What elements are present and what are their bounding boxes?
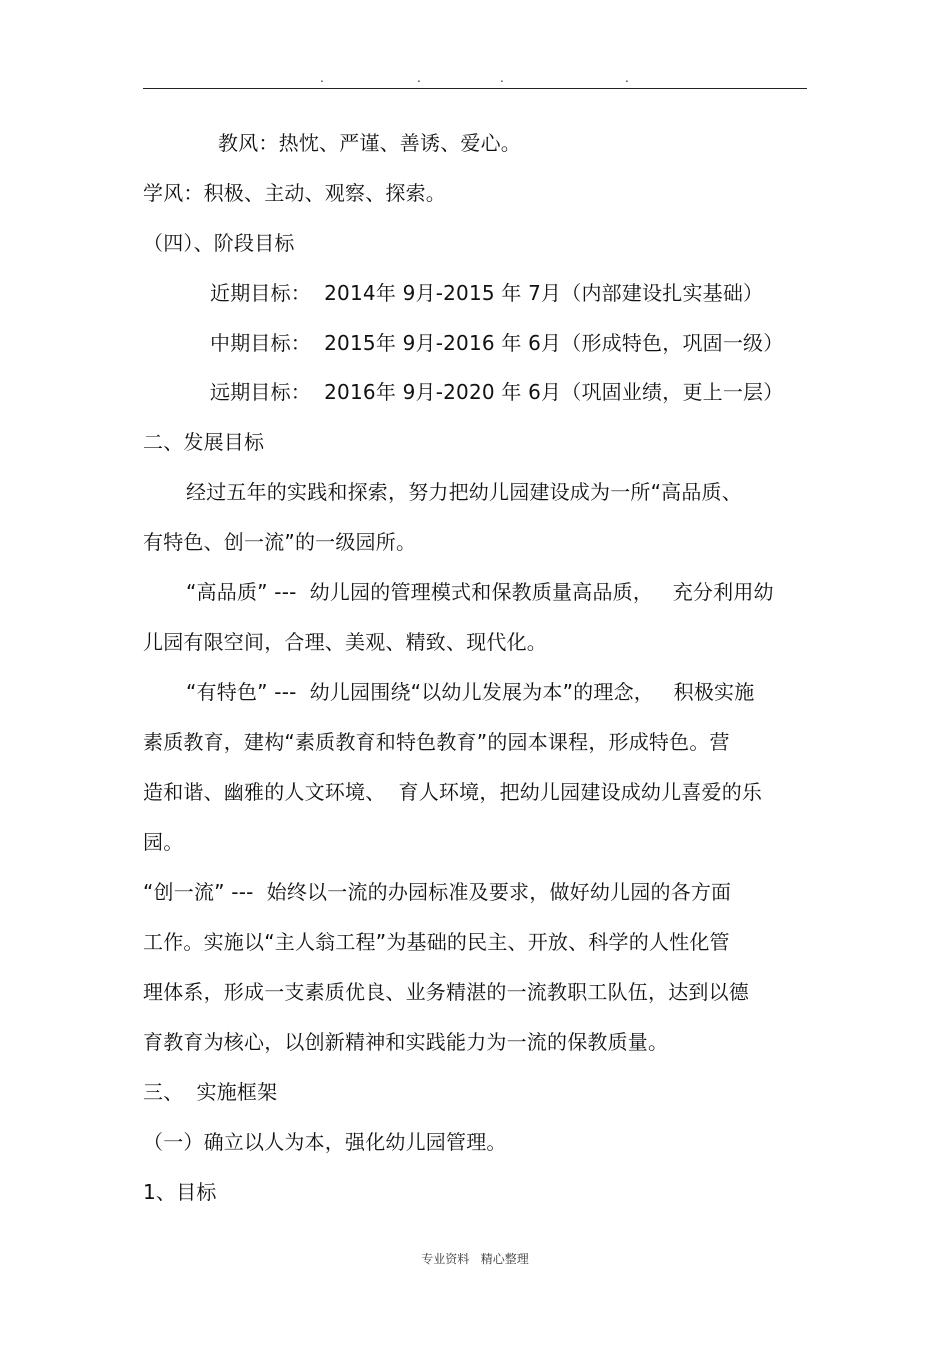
paragraph-line: 理体系，形成一支素质优良、业务精湛的一流教职工队伍，达到以德 <box>143 980 749 1004</box>
paragraph-line: “创一流” --- 始终以一流的办园标准及要求，做好幼儿园的各方面 <box>143 880 732 904</box>
mid-term-goal: 中期目标： 2015年 9月-2016 年 6月（形成特色，巩固一级） <box>210 331 784 355</box>
paragraph-line: 有特色、创一流”的一级园所。 <box>143 530 417 554</box>
long-term-goal: 远期目标： 2016年 9月-2020 年 6月（巩固业绩，更上一层） <box>210 380 784 404</box>
header-dot: . <box>320 71 324 85</box>
section-heading: 三、 实施框架 <box>143 1080 278 1104</box>
paragraph-line: “有特色” --- 幼儿园围绕“以幼儿发展为本”的理念， 积极实施 <box>186 680 755 704</box>
header-dot: . <box>500 71 504 85</box>
paragraph-line: 造和谐、幽雅的人文环境、 育人环境，把幼儿园建设成幼儿喜爱的乐 <box>143 780 763 804</box>
teaching-style-line: 教风：热忱、严谨、善诱、爱心。 <box>218 131 521 155</box>
section-heading: 二、发展目标 <box>143 430 265 454</box>
subsection-heading: （一）确立以人为本，强化幼儿园管理。 <box>143 1130 507 1154</box>
paragraph-line: 经过五年的实践和探索，努力把幼儿园建设成为一所“高品质、 <box>186 480 742 504</box>
header-dots <box>0 72 950 84</box>
item-heading: 1、目标 <box>143 1180 217 1204</box>
section-heading: （四）、阶段目标 <box>143 231 295 255</box>
short-term-goal: 近期目标： 2014年 9月-2015 年 7月（内部建设扎实基础） <box>210 281 764 305</box>
header-dot: . <box>417 71 421 85</box>
page-footer: 专业资料 精心整理 <box>421 1252 529 1266</box>
paragraph-line: 育教育为核心，以创新精神和实践能力为一流的保教质量。 <box>143 1030 669 1054</box>
paragraph-line: 工作。实施以“主人翁工程”为基础的民主、开放、科学的人性化管 <box>143 930 730 954</box>
paragraph-line: 素质教育，建构“素质教育和特色教育”的园本课程，形成特色。营 <box>143 730 730 754</box>
header-rule <box>143 88 807 89</box>
paragraph-line: 园。 <box>143 830 184 854</box>
paragraph-line: “高品质” --- 幼儿园的管理模式和保教质量高品质， 充分利用幼 <box>186 580 774 604</box>
paragraph-line: 儿园有限空间，合理、美观、精致、现代化。 <box>143 630 547 654</box>
header-dot: . <box>625 71 629 85</box>
learning-style-line: 学风：积极、主动、观察、探索。 <box>143 181 446 205</box>
